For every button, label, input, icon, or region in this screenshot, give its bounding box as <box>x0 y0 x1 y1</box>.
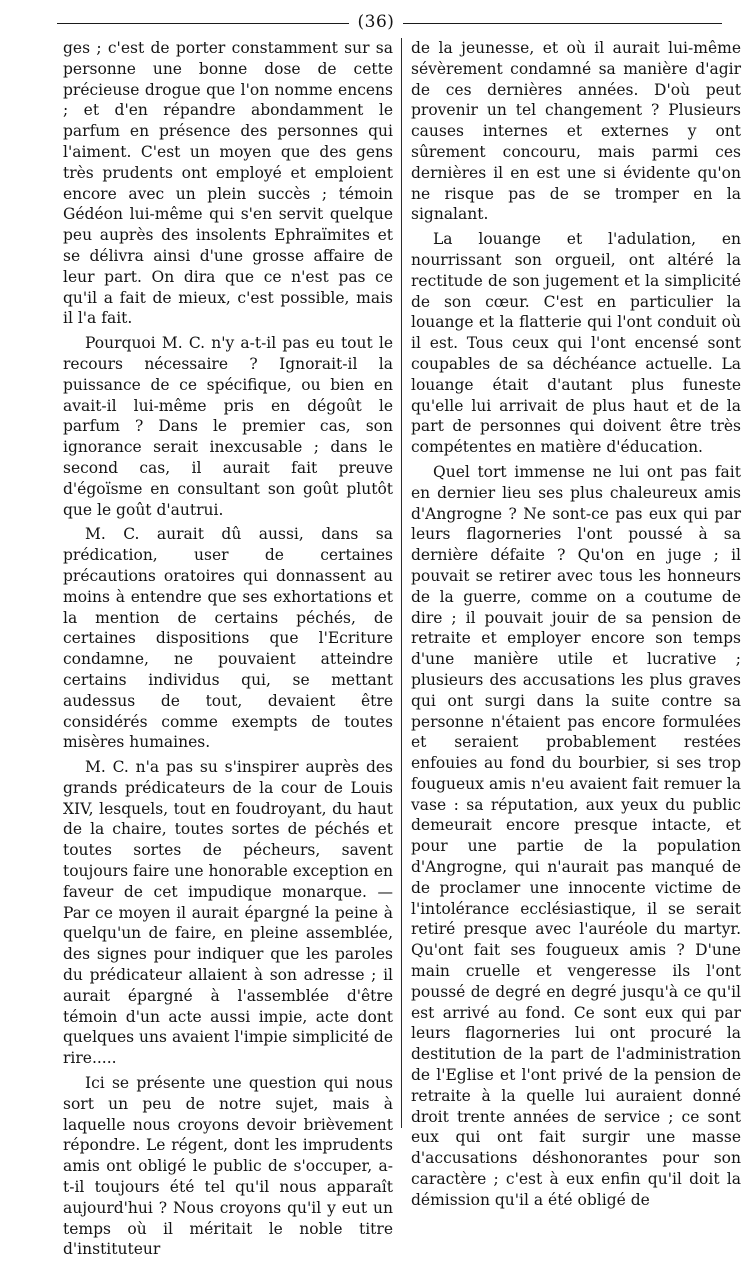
paragraph: Quel tort immense ne lui ont pas fait en dernier lieu ses plus chaleureux amis d'Angrogne ? Ne sont-ce pas eux qui par leurs flagorneries l'ont poussé à sa dernière défaite ? Qu'on en juge ; il pouvait se retirer avec tous les honneurs de la guerre, comme on a coutume de dire ; il pouvait jouir de sa pension de retraite et employer encore son temps d'une manière utile et lucrative ; plusieurs des accusations les plus graves qui ont surgi dans la suite contre sa personne n'étaient pas encore formulées et seraient probablement restées enfouies au fond du bourbier, si ses trop fougueux amis n'eu avaient fait remuer la vase : sa réputation, aux yeux du public demeurait encore presque intacte, et pour une partie de la population d'Angrogne, qui n'aurait pas manqué de de proclamer une innocente victime de l'intolérance ecclésiastique, il se serait retiré presque avec l'auréole du martyr. Qu'ont fait ses fougueux amis ? D'une main cruelle et vengeresse ils l'ont poussé de degré en degré jusqu'à ce qu'il est arrivé au fond. Ce sont eux qui par leurs flagorneries lui ont procuré la destitution de la part de l'administration de l'Eglise et l'ont privé de la pension de retraite à la quelle lui auraient donné droit trente années de service ; ce sont eux qui ont fait surgir une masse d'accusations déshonorantes pour son caractère ; c'est à eux enfin qu'il doit la démission qu'il a été obligé de <box>411 462 741 1209</box>
paragraph: Pourquoi M. C. n'y a-t-il pas eu tout le recours nécessaire ? Ignorait-il la puissance de ce spécifique, ou bien en avait-il lui-même pris en dégoût le parfum ? Dans le premier cas, son ignorance serait inexcusable ; dans le second cas, il aurait fait preuve d'égoïsme en consultant son goût plutôt que le goût d'autrui. <box>63 334 393 519</box>
paragraph: M. C. aurait dû aussi, dans sa prédication, user de certaines précautions oratoires qui donnassent au moins à entendre que ses exhortations et la mention de certains péchés, de certaines dispositions que l'Ecriture condamne, ne pouvaient atteindre certains individus qui, se mettant audessus de tout, devaient être considérés comme exempts de toutes misères humaines. <box>63 525 393 752</box>
column-divider <box>401 38 402 1128</box>
right-column <box>411 38 741 1215</box>
paragraph: ges ; c'est de porter constamment sur sa personne une bonne dose de cette précieuse drogue que l'on nomme encens ; et d'en répandre abondamment le parfum en présence des personnes qui l'aiment. C'est un moyen que des gens très prudents ont employé et emploient encore avec un plein succès ; témoin Gédéon lui-même qui s'en servit quelque peu auprès des insolents Ephraïmites et se délivra ainsi d'une grosse affaire de leur part. On dira que ce n'est pas ce qu'il a fait de mieux, c'est possible, mais il l'a fait. <box>63 39 393 328</box>
paragraph: de la jeunesse, et où il aurait lui-même sévèrement condamné sa manière d'agir de ces dernières années. D'où peut provenir un tel changement ? Plusieurs causes internes et externes y ont sûrement concouru, mais parmi ces dernières il en est une si évidente qu'on ne risque pas de se tromper en la signalant. <box>411 39 741 224</box>
paragraph: Ici se présente une question qui nous sort un peu de notre sujet, mais à laquelle nous croyons devoir brièvement répondre. Le régent, dont les imprudents amis ont obligé le public de s'occuper, a-t-il toujours été tel qu'il nous apparaît aujourd'hui ? Nous croyons qu'il y eut un temps où il méritait le noble titre d'instituteur <box>63 1074 393 1259</box>
page-header <box>57 10 722 36</box>
paragraph: La louange et l'adulation, en nourrissant son orgueil, ont altéré la rectitude de son jugement et la simplicité de son cœur. C'est en particulier la louange et la flatterie qui l'ont conduit où il est. Tous ceux qui l'ont encensé sont coupables de sa déchéance actuelle. La louange était d'autant plus funeste qu'elle lui arrivait de plus haut et de la part de personnes qui doivent être très compétentes en matière d'éducation. <box>411 230 741 457</box>
page-number: (36) <box>357 12 395 32</box>
header-rule-right <box>403 23 722 24</box>
left-column <box>63 38 393 1264</box>
header-rule-left <box>57 23 349 24</box>
paragraph: M. C. n'a pas su s'inspirer auprès des grands prédicateurs de la cour de Louis XIV, lesquels, tout en foudroyant, du haut de la chaire, toutes sortes de péchés et toutes sortes de pécheurs, savent toujours faire une honorable exception en faveur de cet impudique monarque. — Par ce moyen il aurait épargné la peine à quelqu'un de faire, en pleine assemblée, des signes pour indiquer que les paroles du prédicateur allaient à son adresse ; il aurait épargné à l'assemblée d'être témoin d'un acte aussi impie, acte dont quelques uns avaient l'impie simplicité de rire..... <box>63 758 393 1068</box>
